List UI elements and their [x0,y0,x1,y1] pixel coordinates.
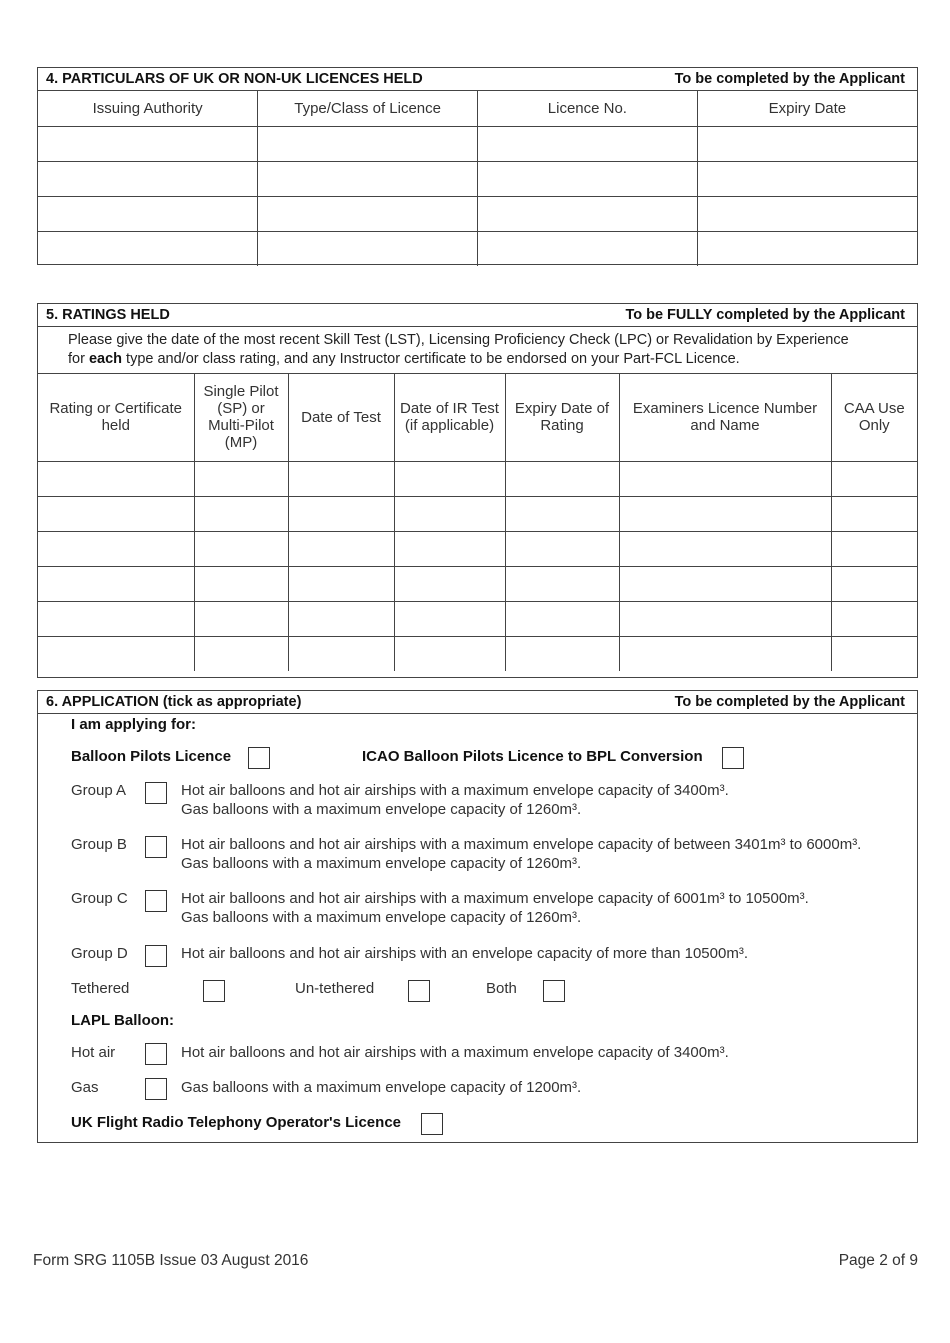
table-cell[interactable] [478,161,698,196]
intro-rest: type and/or class rating, and any Instructor certificate to be endorsed on your Part-FCL Licence. [122,351,740,367]
table-cell[interactable] [38,601,194,636]
table-cell [831,601,917,636]
page-number: Page 2 of 9 [838,1252,918,1269]
group-a-line-1: Hot air balloons and hot air airships with a maximum envelope capacity of 3400m³. [181,782,729,799]
table-cell[interactable] [258,161,478,196]
group-c-label: Group C [71,890,128,907]
applying-for-label: I am applying for: [71,716,197,733]
table-cell[interactable] [38,496,194,531]
lapl-hot-air-description: Hot air balloons and hot air airships with a maximum envelope capacity of 3400m³. [181,1044,729,1061]
section-4-header [38,68,917,91]
column-header: Single Pilot (SP) or Multi-Pilot (MP) [194,374,288,461]
group-b-line-1: Hot air balloons and hot air airships with a maximum envelope capacity of between 3401m³ to 6000m³. [181,836,862,853]
column-header: Examiners Licence Number and Name [619,374,831,461]
frto-label: UK Flight Radio Telephony Operator's Licence [71,1114,401,1131]
table-cell[interactable] [505,566,619,601]
table-cell[interactable] [619,461,831,496]
table-cell[interactable] [697,196,917,231]
icao-conversion-checkbox[interactable] [722,747,744,769]
table-cell[interactable] [38,636,194,671]
table-cell[interactable] [258,231,478,266]
tethered-checkbox[interactable] [203,980,225,1002]
group-c-line-1: Hot air balloons and hot air airships with a maximum envelope capacity of 6001m³ to 10500m³. [181,890,809,907]
licences-table [38,91,917,266]
section-5-note: To be FULLY completed by the Applicant [625,307,905,323]
bpl-label: Balloon Pilots Licence [71,748,232,765]
table-cell[interactable] [619,531,831,566]
lapl-heading: LAPL Balloon: [71,1012,175,1029]
table-cell[interactable] [394,601,505,636]
group-a-line-2: Gas balloons with a maximum envelope capacity of 1260m³. [181,801,582,818]
lapl-hot-air-checkbox[interactable] [145,1043,167,1065]
section-ratings-held [37,303,918,678]
section-application [37,690,918,1143]
group-c-checkbox[interactable] [145,890,167,912]
table-cell[interactable] [697,231,917,266]
table-cell[interactable] [38,531,194,566]
group-c-line-2: Gas balloons with a maximum envelope capacity of 1260m³. [181,909,582,926]
column-header: Expiry Date of Rating [505,374,619,461]
section-6-title: 6. APPLICATION (tick as appropriate) [46,694,302,710]
group-b-checkbox[interactable] [145,836,167,858]
group-a-checkbox[interactable] [145,782,167,804]
column-header: CAA Use Only [831,374,917,461]
table-cell[interactable] [505,531,619,566]
table-cell[interactable] [194,496,288,531]
table-cell[interactable] [38,461,194,496]
table-cell[interactable] [394,566,505,601]
untethered-checkbox[interactable] [408,980,430,1002]
table-cell [831,566,917,601]
table-cell [831,496,917,531]
table-cell[interactable] [38,566,194,601]
table-cell[interactable] [697,161,917,196]
section-4-note: To be completed by the Applicant [674,71,905,87]
table-cell[interactable] [697,126,917,161]
both-checkbox[interactable] [543,980,565,1002]
table-cell[interactable] [394,461,505,496]
table-cell[interactable] [38,196,258,231]
table-cell[interactable] [194,461,288,496]
ratings-table [38,374,917,671]
form-reference: Form SRG 1105B Issue 03 August 2016 [33,1252,309,1269]
table-cell[interactable] [194,566,288,601]
group-d-label: Group D [71,945,128,962]
column-header: Rating or Certificate held [38,374,194,461]
table-cell[interactable] [288,636,394,671]
group-b-line-2: Gas balloons with a maximum envelope capacity of 1260m³. [181,855,582,872]
table-cell[interactable] [194,531,288,566]
table-cell[interactable] [394,636,505,671]
table-cell[interactable] [394,496,505,531]
icao-label: ICAO Balloon Pilots Licence to BPL Conversion [362,748,703,765]
section-5-header [38,304,917,327]
table-cell[interactable] [505,496,619,531]
table-cell[interactable] [478,196,698,231]
table-cell[interactable] [505,601,619,636]
table-cell[interactable] [619,496,831,531]
column-header: Type/Class of Licence [258,91,478,126]
table-cell[interactable] [288,496,394,531]
section-licences-held [37,67,918,265]
table-cell[interactable] [288,566,394,601]
frto-checkbox[interactable] [421,1113,443,1135]
ratings-instructions [38,327,917,374]
table-cell[interactable] [505,461,619,496]
section-4-title: 4. PARTICULARS OF UK OR NON-UK LICENCES HELD [46,71,423,87]
intro-line-1: Please give the date of the most recent Skill Test (LST), Licensing Proficiency Check (LPC) or Revalidation by Experience [68,332,849,348]
lapl-gas-label: Gas [71,1079,99,1096]
table-cell[interactable] [38,126,258,161]
column-header: Issuing Authority [38,91,258,126]
group-c-description [181,889,809,927]
table-cell[interactable] [38,231,258,266]
table-cell[interactable] [619,566,831,601]
section-6-note: To be completed by the Applicant [674,694,905,710]
group-d-description: Hot air balloons and hot air airships with an envelope capacity of more than 10500m³. [181,945,748,962]
table-cell[interactable] [258,196,478,231]
intro-for: for [68,351,89,367]
lapl-hot-air-label: Hot air [71,1044,116,1061]
group-a-description [181,781,729,819]
table-cell[interactable] [619,601,831,636]
table-cell[interactable] [194,601,288,636]
lapl-gas-checkbox[interactable] [145,1078,167,1100]
group-d-checkbox[interactable] [145,945,167,967]
group-b-label: Group B [71,836,127,853]
table-cell[interactable] [288,531,394,566]
table-cell[interactable] [38,161,258,196]
table-cell[interactable] [288,461,394,496]
column-header: Expiry Date [697,91,917,126]
group-a-label: Group A [71,782,127,799]
table-cell[interactable] [288,601,394,636]
tethered-label: Tethered [71,980,130,997]
table-cell[interactable] [194,636,288,671]
section-6-header [38,691,917,714]
untethered-label: Un-tethered [295,980,375,997]
intro-each: each [88,351,123,367]
table-cell[interactable] [478,231,698,266]
table-cell [831,461,917,496]
table-cell[interactable] [505,636,619,671]
table-cell[interactable] [394,531,505,566]
bpl-checkbox[interactable] [248,747,270,769]
table-cell[interactable] [478,126,698,161]
table-cell [831,531,917,566]
table-cell [831,636,917,671]
column-header: Date of IR Test (if applicable) [394,374,505,461]
both-label: Both [486,980,517,997]
group-b-description [181,835,861,873]
table-cell[interactable] [258,126,478,161]
lapl-gas-description: Gas balloons with a maximum envelope capacity of 1200m³. [181,1079,582,1096]
column-header: Date of Test [288,374,394,461]
column-header: Licence No. [478,91,698,126]
table-cell[interactable] [619,636,831,671]
section-5-title: 5. RATINGS HELD [46,307,170,323]
